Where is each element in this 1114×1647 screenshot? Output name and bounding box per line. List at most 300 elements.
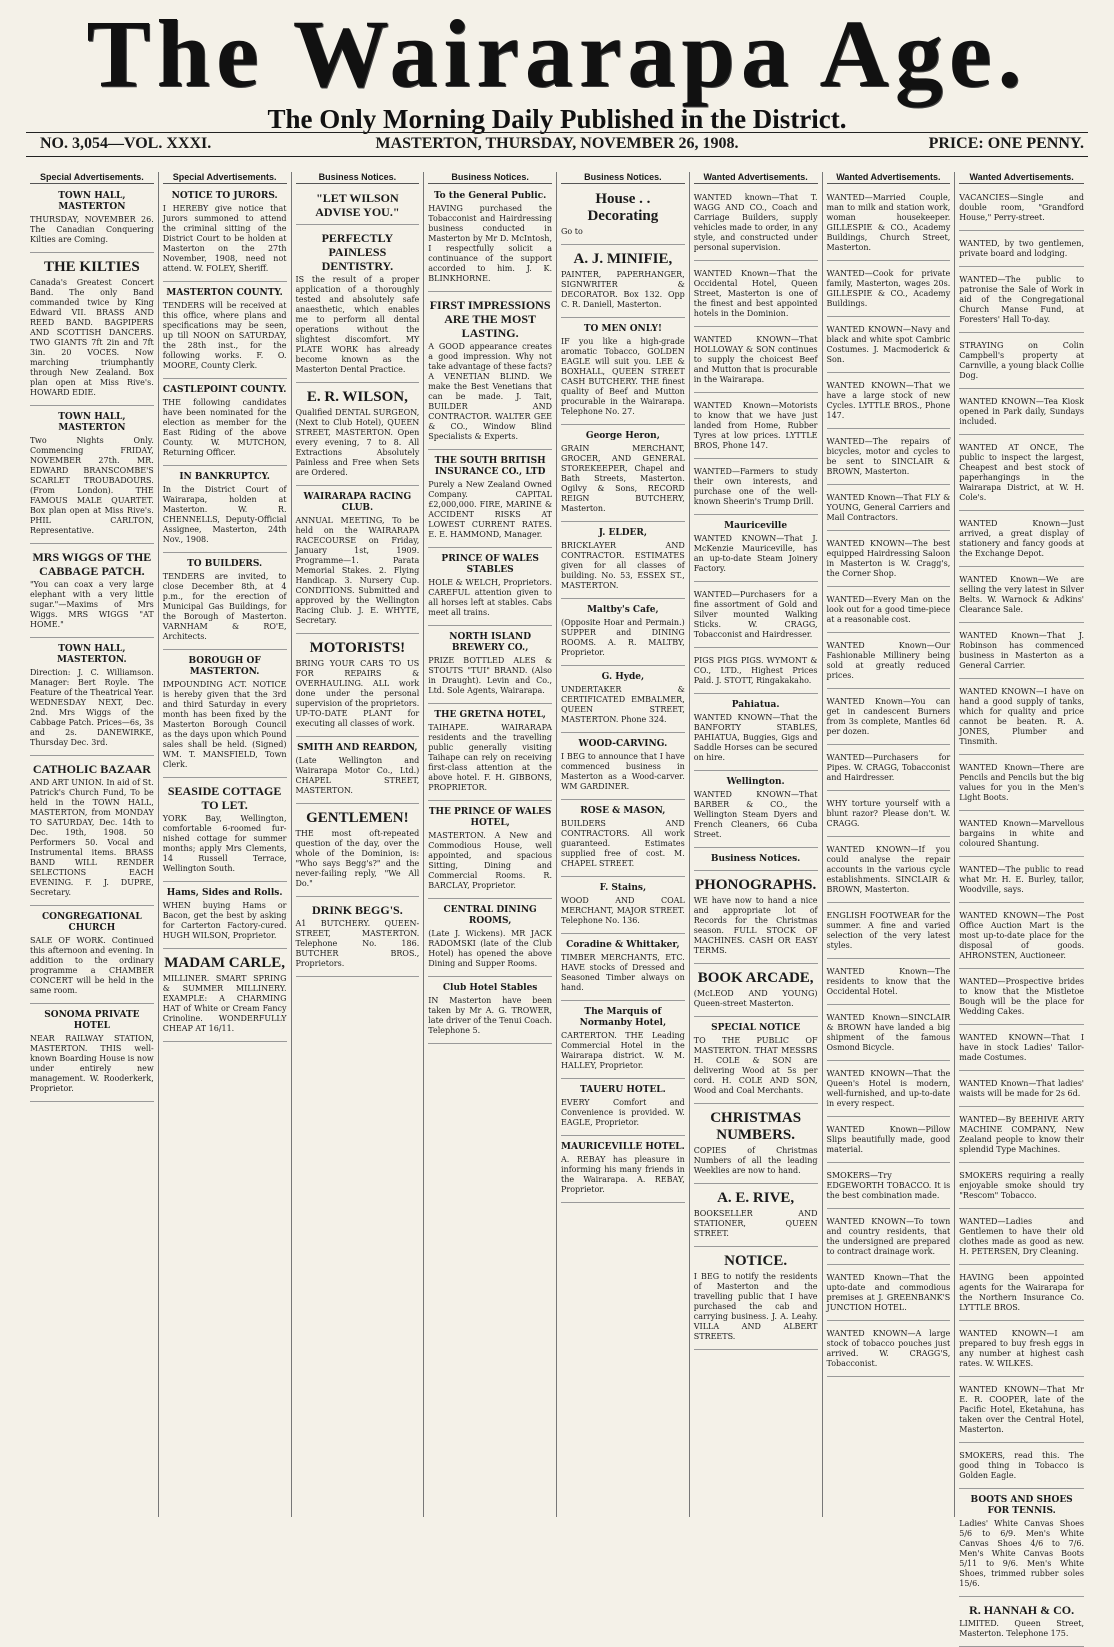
ad-heading: TOWN HALL, MASTERTON. (57, 644, 127, 665)
ad-heading: WAIRARAPA RACING CLUB. (303, 492, 412, 513)
ad-heading: THE SOUTH BRITISH INSURANCE CO., LTD (434, 456, 546, 477)
ad-heading: CHRISTMAS NUMBERS. (710, 1110, 802, 1143)
newspaper-subtitle: The Only Morning Daily Published in the District. (267, 104, 847, 134)
ad-body: WANTED KNOWN—That the Queen's Hotel is modern, well-furnished, and up-to-date in every respect. (826, 1069, 951, 1108)
ad-body: THURSDAY, NOVEMBER 26. The Canadian Conquering Kilties are Coming. (30, 215, 154, 244)
ad-body: WANTED known—That T. WAGG AND CO., Coach and Carriage Builders, supply vehicles made to order, in any style, and constructed under personal supervision. (693, 193, 818, 252)
ad-heading: PERFECTLY PAINLESS DENTISTRY. (321, 231, 394, 273)
advertisement (30, 547, 154, 638)
ad-body: LIMITED. Queen Street, Masterton. Telephone 175. (959, 1619, 1084, 1638)
ad-body: A. REBAY has pleasure in informing his many friends in the Wairarapa. A. REBAY, Proprietor. (561, 1155, 685, 1194)
advertisement (959, 570, 1084, 623)
advertisement (296, 807, 420, 897)
ad-body: GRAIN MERCHANT, GROCER, AND GENERAL STOREKEEPER, Chapel and Bath Streets, Masterton. Ogilvy & Sons, RECORD REIGN BUTCHERY, Masterton. (561, 444, 685, 513)
advertisement (296, 900, 420, 977)
advertisement (827, 534, 951, 587)
advertisement (561, 736, 685, 800)
ad-heading: Club Hotel Stables (442, 983, 538, 993)
advertisement (959, 1380, 1084, 1443)
ad-body: WANTED—The public to read what Mr. H. E. Burley, tailor, Woodville, says. (959, 865, 1084, 894)
ad-body: (Late J. Wickens). MR JACK RADOMSKI (late of the Club Hotel) has opened the above Dining and Supper Rooms. (428, 929, 552, 968)
ad-heading: MASTERTON COUNTY. (166, 288, 283, 298)
ad-heading: CASTLEPOINT COUNTY. (162, 385, 287, 395)
advertisement (30, 188, 154, 253)
advertisement (827, 376, 951, 429)
advertisement (163, 653, 287, 778)
advertisement (561, 248, 685, 318)
ad-heading: CATHOLIC BAZAAR (32, 762, 151, 776)
ad-heading: Mauriceville (724, 521, 788, 531)
place-date: MASTERTON, THURSDAY, NOVEMBER 26, 1908. (375, 135, 739, 152)
column-7 (823, 172, 956, 1517)
advertisement (694, 967, 818, 1017)
ad-heading: Wellington. (726, 777, 785, 787)
ad-heading: TOWN HALL, MASTERTON (58, 191, 126, 212)
ad-body: BRICKLAYER AND CONTRACTOR. ESTIMATES given for all classes of building. No. 53, ESSEX ST., MASTERTON. (561, 541, 685, 590)
ad-body: TENDERS will be received at this office, where plans and specifications may be seen, up till NOON on SATURDAY, the 28th inst., for the following works. F. O. MOORE, County Clerk. (162, 301, 287, 370)
advertisement (694, 1107, 818, 1184)
ad-body: SMOKERS requiring a really enjoyable smoke should try "Rescom" Tobacco. (959, 1171, 1084, 1200)
advertisement (959, 270, 1084, 333)
ad-heading: MADAM CARLE, (164, 955, 286, 971)
advertisement (959, 234, 1084, 267)
ad-body: I BEG to notify the residents of Masterton and the travelling public that I have purchased the cab and carrying business. J. A. Leahy. VILLA AND ALBERT STREETS. (693, 1272, 818, 1341)
ad-body: PAINTER, PAPERHANGER, SIGNWRITER & DECORATOR. Box 132. Opp C. R. Daniell, Masterton. (561, 270, 685, 309)
advertisement (694, 874, 818, 964)
advertisement (428, 295, 552, 450)
advertisement (296, 228, 420, 383)
advertisement (561, 1139, 685, 1203)
advertisement (827, 906, 951, 959)
column-4 (424, 172, 557, 1517)
ad-body: WANTED KNOWN—The best equipped Hairdressing Saloon in Masterton is W. Cragg's, the Corner Shop. (826, 539, 951, 578)
advertisement (428, 980, 552, 1044)
advertisement (959, 906, 1084, 969)
ad-body: TAIHAPE. WAIRARAPA residents and the travelling public generally visiting Taihape can rely on receiving first-class attention at the above hotel. F. H. GIBBONS, PROPRIETOR. (428, 723, 552, 792)
advertisement (694, 1020, 818, 1104)
issue-number: NO. 3,054—VOL. XXXI. (40, 135, 212, 152)
column-5 (557, 172, 690, 1517)
ad-body: WANTED Known—That ladies' waists will be made for 2s 6d. (959, 1079, 1084, 1098)
advertisement (30, 909, 154, 1004)
ad-body: In the District Court of Wairarapa, holden at Masterton. W. R. CHENNELLS, Deputy-Official Assignee, Masterton, 24th Nov., 1908. (162, 485, 287, 544)
advertisement (959, 1110, 1084, 1163)
column-heading: Special Advertisements. (163, 172, 287, 184)
advertisement (827, 1212, 951, 1265)
ad-body: VACANCIES—Single and double room, "Grandford House," Perry-street. (959, 193, 1084, 222)
ad-body: WANTED Known—You can get in candescent Burners from 3s complete, Mantles 6d per dozen. (826, 697, 951, 736)
ad-body: WANTED Known—That J. Robinson has commenced business in Masterton as a General Carrier. (959, 631, 1084, 670)
advertisement (959, 972, 1084, 1025)
ad-body: SMOKERS, read this. The good thing in Tobacco is Golden Eagle. (959, 1451, 1084, 1480)
advertisement (296, 188, 420, 225)
ad-heading: THE KILTIES (44, 259, 140, 275)
advertisement (428, 902, 552, 977)
column-3 (292, 172, 425, 1517)
ad-heading: Maltby's Cafe, (587, 605, 659, 615)
ad-heading: BOROUGH OF MASTERTON. (188, 656, 261, 677)
ad-heading: "LET WILSON ADVISE YOU." (315, 191, 400, 219)
advertisement (561, 1082, 685, 1136)
ad-body: HAVING purchased the Tobacconist and Hairdressing business conducted in Masterton by Mr D. McIntosh, I respectfully solicit a continuance of the support accorded to him. J. K. BLINKHORNE. (428, 204, 552, 283)
column-8 (955, 172, 1088, 1638)
advertisement (163, 781, 287, 882)
column-heading: Business Notices. (428, 172, 552, 184)
newspaper-title: The Wairarapa Age. (86, 0, 1028, 107)
advertisement (827, 962, 951, 1005)
advertisement (163, 952, 287, 1042)
ad-body: WE have now to hand a nice and appropriate lot of Records for the Christmas season. FULL STOCK OF MACHINES. CASH OR EASY TERMS. (693, 896, 818, 955)
advertisement (959, 392, 1084, 435)
ad-body: TENDERS are invited, to close December 8th, at 4 p.m., for the erection of Municipal Gas Buildings, for the Borough of Masterton. VARNHAM & RO'E, Architects. (162, 572, 287, 641)
ad-body: ANNUAL MEETING, To be held on the WAIRARAPA RACECOURSE on Friday, January 1st, 1909. Programme—1. Parata Memorial Stakes. 2. Flying Handicap. 3. Nursery Cup. CONDITIONS. Submitted and approved by the Wellington Racing Club. J. E. WHYTE, Secretary. (295, 516, 420, 625)
advertisement (694, 462, 818, 515)
ad-heading: F. Stains, (599, 883, 647, 893)
ad-heading: R. HANNAH & CO. (969, 1603, 1075, 1617)
advertisement (959, 860, 1084, 903)
ad-heading: Pahiatua. (731, 700, 780, 710)
ad-body: MASTERTON. A New and Commodious House, well appointed, and spacious Sitting, Dining and Commercial Rooms. R. BARCLAY, Proprietor. (428, 831, 552, 890)
advertisement (959, 682, 1084, 755)
ad-body: WANTED KNOWN—Navy and black and white spot Cambric Costumes. J. Macmoderick & Son. (826, 325, 951, 364)
ad-heading: FIRST IMPRESSIONS ARE THE MOST LASTING. (429, 298, 551, 340)
ad-heading: J. ELDER, (598, 528, 648, 538)
ad-body: WANTED—Cook for private family, Masterton, wages 20s. GILLESPIE & CO., Academy Buildings. (826, 269, 951, 308)
advertisement (827, 692, 951, 745)
advertisement (30, 641, 154, 756)
advertisement (959, 1028, 1084, 1071)
advertisement (827, 1008, 951, 1061)
advertisement (694, 264, 818, 327)
advertisement (959, 438, 1084, 511)
ad-body: I HEREBY give notice that Jurors summoned to attend the criminal sitting of the District Court to be holden at Masterton on the 27th November, 1908, need not attend. W. FOLEY, Sheriff. (162, 204, 287, 273)
advertisement (694, 851, 818, 871)
advertisement (827, 1268, 951, 1321)
ad-body: PIGS PIGS PIGS. WYMONT & CO., LTD., Highest Prices Paid. J. STOTT, Ringakakaho. (693, 656, 818, 685)
ad-body: WANTED Known—That FLY & YOUNG, General Carriers and Mail Contractors. (826, 493, 951, 522)
ad-heading: Business Notices. (710, 854, 801, 864)
ad-heading: TAUERU HOTEL. (580, 1085, 666, 1095)
dateline-rule (26, 156, 1088, 157)
columns-container (26, 172, 1088, 1638)
advertisement (827, 188, 951, 261)
ad-heading: PHONOGRAPHS. (694, 877, 817, 893)
ad-body: A GOOD appearance creates a good impression. Why not take advantage of these facts? A VENETIAN BLIND. We make the Best Venetians that can be made. J. Tait, BUILDER AND CONTRACTOR. WALTER GEE & CO., Window Blind Specialists & Experts. (428, 342, 552, 441)
ad-heading: SPECIAL NOTICE (711, 1023, 801, 1033)
ad-heading: A. E. RIVE, (717, 1190, 795, 1206)
ad-body: WANTED Known—Motorists to know that we have just landed from Home, Rubber Tyres at low prices. LYTTLE BROS, Phone 147. (693, 401, 818, 450)
advertisement (959, 626, 1084, 679)
ad-body: WANTED Known—Pillow Slips beautifully made, good material. (826, 1125, 951, 1154)
advertisement (163, 285, 287, 379)
ad-body: WANTED KNOWN—That HOLLOWAY & SON continues to supply the choicest Beef and Mutton that is procurable in the Wairarapa. (693, 335, 818, 384)
advertisement (827, 432, 951, 485)
ad-body: Go to (561, 227, 583, 236)
ad-body: IMPOUNDING ACT. NOTICE is hereby given that the 3rd and third Saturday in every month has been fixed by the Masterton Borough Council as the days upon which Pound sales shall be held. (Signed) WM. T. MANSFIELD, Town Clerk. (162, 680, 287, 769)
advertisement (561, 937, 685, 1001)
advertisement (959, 1212, 1084, 1265)
advertisement (959, 814, 1084, 857)
advertisement (827, 1064, 951, 1117)
advertisement (959, 514, 1084, 567)
ad-body: WANTED—The repairs of bicycles, motor and cycles to be sent to SINCLAIR & BROWN, Masterton. (826, 437, 951, 476)
advertisement (561, 602, 685, 666)
column-heading: Business Notices. (296, 172, 420, 184)
ad-body: WANTED Known—The residents to know that the Occidental Hotel. (826, 967, 951, 996)
ad-body: WANTED Known—Marvellous bargains in white and coloured Shantung. (959, 819, 1084, 848)
advertisement (827, 840, 951, 903)
ad-heading: BOOTS AND SHOES FOR TENNIS. (970, 1495, 1073, 1516)
ad-body: WANTED KNOWN—If you could analyse the repair accounts in the various cycle establishments. SINCLAIR & BROWN, Masterton. (826, 845, 951, 894)
column-heading: Wanted Advertisements. (827, 172, 951, 184)
advertisement (163, 885, 287, 949)
ad-heading: A. J. MINIFIE, (573, 251, 673, 267)
ad-body: WANTED KNOWN—Tea Kiosk opened in Park daily, Sundays included. (959, 397, 1084, 426)
ad-heading: PRINCE OF WALES STABLES (441, 554, 539, 575)
ad-body: IF you like a high-grade aromatic Tobacco, GOLDEN EAGLE will suit you. LEE & BOXHALL, QUEEN STREET CASH BUTCHERY. THE finest quality of Beef and Mutton procurable in the Wairarapa. Telephone No. 27. (561, 337, 685, 416)
advertisement (561, 321, 685, 425)
ad-body: (Late Wellington and Wairarapa Motor Co., Ltd.) CHAPEL STREET, MASTERTON. (295, 756, 420, 795)
advertisement (561, 188, 685, 245)
ad-body: Canada's Greatest Concert Band. The only Band commanded twice by King Edward VII. BRASS AND REED BAND. BAGPIPERS AND SCOTTISH DANCERS. TWO GIANTS 7ft 2in and 7ft 3in. 20 VOCES. Now marching triumphantly through New Zealand. Box plan open at Miss Rive's. HOWARD EDIE. (30, 278, 154, 397)
ad-body: PRIZE BOTTLED ALES & STOUTS "TUI" BRAND. (Also in Draught). Levin and Co., Ltd. Sole Agents, Wairarapa. (428, 656, 552, 695)
ad-heading: SEASIDE COTTAGE TO LET. (167, 784, 282, 812)
column-heading: Wanted Advertisements. (959, 172, 1084, 184)
ad-body: TIMBER MERCHANTS, ETC. HAVE stocks of Dressed and Seasoned Timber always on hand. (561, 953, 685, 992)
dateline (0, 135, 1114, 153)
ad-body: WANTED KNOWN—To town and country residents, that the undersigned are prepared to contract drainage work. (826, 1217, 951, 1256)
ad-body: WANTED KNOWN—That BARBER & CO., the Wellington Steam Dyers and French Cleaners, 66 Cuba Street. (693, 790, 818, 839)
advertisement (30, 409, 154, 544)
ad-body: SMOKERS—Try EDGEWORTH TOBACCO. It is the best combination made. (826, 1171, 951, 1200)
ad-body: WANTED KNOWN—That Mr E. R. COOPER, late of the Pacific Hotel, Eketahuna, has taken over the Central Hotel, Masterton. (959, 1385, 1084, 1434)
ad-body: WANTED—The public to patronise the Sale of Work in aid of the Congregational Church Manse Fund, at Foresters' Hall To-day. (959, 275, 1084, 324)
advertisement (827, 636, 951, 689)
ad-body: I BEG to announce that I have commenced business in Masterton as a Wood-carver. WM GARDINER. (561, 752, 685, 791)
ad-body: WHY torture yourself with a blunt razor? Please don't. W. CRAGG. (826, 799, 951, 828)
ad-heading: TO BUILDERS. (187, 559, 263, 569)
ad-body: WANTED KNOWN—That we have a large stock of new Cycles. LYTTLE BROS., Phone 147. (826, 381, 951, 420)
ad-heading: THE PRINCE OF WALES HOTEL, (428, 807, 552, 828)
ad-heading: NORTH ISLAND BREWERY CO., (449, 632, 532, 653)
advertisement (30, 759, 154, 906)
column-6 (690, 172, 823, 1517)
advertisement (827, 1120, 951, 1163)
ad-body: "You can coax a very large elephant with a very little sugar."—Maxims of Mrs Wiggs. MRS WIGGS "AT HOME." (30, 580, 154, 629)
advertisement (561, 880, 685, 934)
ad-body: WHEN buying Hams or Bacon, get the best by asking for Carterton Factory-cured. HUGH WILSON, Proprietor. (162, 901, 287, 940)
ad-heading: GENTLEMEN! (306, 810, 409, 826)
ad-body: WANTED KNOWN—The Post Office Auction Mart is the most up-to-date place for the disposal of goods. AHRONSTEN, Auctioneer. (959, 911, 1084, 960)
advertisement (694, 774, 818, 848)
column-heading: Business Notices. (561, 172, 685, 184)
ad-body: WANTED Known—That the upto-date and commodious premises at J. GREENBANK'S JUNCTION HOTEL. (826, 1273, 951, 1312)
advertisement (561, 669, 685, 733)
advertisement (694, 697, 818, 771)
price: PRICE: ONE PENNY. (928, 135, 1084, 152)
ad-body: (Opposite Hoar and Permain.) SUPPER and DINING ROOMS. A. R. MALTBY, Proprietor. (561, 618, 685, 657)
ad-body: WANTED KNOWN—I am prepared to buy fresh eggs in any number at highest cash rates. W. WILKES. (959, 1329, 1084, 1368)
advertisement (428, 804, 552, 899)
advertisement (296, 386, 420, 486)
ad-body: WANTED—Every Man on the look out for a good time-piece at a reasonable cost. (826, 595, 951, 624)
advertisement (163, 188, 287, 282)
advertisement (561, 525, 685, 599)
advertisement (959, 1492, 1084, 1597)
ad-body: NEAR RAILWAY STATION, MASTERTON. THIS well-known Boarding House is now under entirely new management. W. Rooderkerk, Proprietor. (30, 1034, 154, 1093)
ad-heading: Hams, Sides and Rolls. (166, 888, 283, 898)
ad-heading: MOTORISTS! (309, 640, 406, 656)
ad-heading: CENTRAL DINING ROOMS, (443, 905, 537, 926)
ad-heading: To the General Public. (434, 191, 547, 201)
advertisement (694, 1187, 818, 1247)
advertisement (163, 469, 287, 553)
ad-body: WANTED—Purchasers for Pipes. W. CRAGG, Tobacconist and Hairdresser. (826, 753, 951, 782)
ad-body: WANTED Known—SINCLAIR & BROWN have landed a big shipment of the famous Osmond Bicycle. (826, 1013, 951, 1052)
ad-body: COPIES of Christmas Numbers of all the leading Weeklies are now to hand. (693, 1146, 818, 1175)
ad-heading: SONOMA PRIVATE HOTEL (44, 1010, 140, 1031)
advertisement (694, 330, 818, 393)
advertisement (428, 188, 552, 292)
ad-body: Direction: J. C. Williamson. Manager: Bert Royle. The Feature of the Theatrical Year. WEDNESDAY NEXT, Dec. 2nd. Mrs Wiggs of the Cabbage Patch. Prices—6s, 3s and 2s. DANEWIRKE, Thursday Dec. 3rd. (30, 668, 154, 747)
ad-heading: TO MEN ONLY! (583, 324, 662, 334)
advertisement (959, 1446, 1084, 1489)
ad-body: THE following candidates have been nominated for the election as member for the East Riding of the above County. W. MUTCHON, Returning Officer. (162, 398, 287, 457)
advertisement (694, 1250, 818, 1350)
advertisement (959, 1600, 1084, 1647)
ad-body: WANTED—Purchasers for a fine assortment of Gold and Silver mounted Walking Sticks. W. CRAGG, Tobacconist and Hairdresser. (693, 590, 818, 639)
ad-body: BUILDERS AND CONTRACTORS. All work guaranteed. Estimates supplied free of cost. M. CHAPEL STREET. (561, 819, 685, 868)
advertisement (428, 551, 552, 626)
ad-body: WANTED—Prospective brides to know that the Mistletoe Bough will be the place for Wedding Cakes. (959, 977, 1084, 1016)
advertisement (296, 740, 420, 804)
ad-body: SALE OF WORK. Continued this afternoon and evening. In addition to the ordinary programme a CHAMBER CONCERT will be held in the same room. (30, 936, 154, 995)
advertisement (959, 1268, 1084, 1321)
ad-heading: E. R. WILSON, (306, 389, 408, 405)
ad-body: WANTED, by two gentlemen, private board and lodging. (959, 239, 1084, 258)
ad-heading: THE GRETNA HOTEL, (434, 710, 546, 720)
advertisement (694, 188, 818, 261)
advertisement (827, 320, 951, 373)
masthead (0, 0, 1114, 160)
column-heading: Special Advertisements. (30, 172, 154, 184)
ad-body: WANTED Known—We are selling the very latest in Silver Belts. W. Warnock & Adkins' Clearance Sale. (959, 575, 1084, 614)
advertisement (296, 637, 420, 737)
advertisement (694, 518, 818, 582)
ad-body: Purely a New Zealand Owned Company. CAPITAL £2,000,000. FIRE, MARINE & ACCIDENT RISKS AT LOWEST CURRENT RATES. E. E. HAMMOND, Manager. (428, 480, 552, 539)
advertisement (428, 629, 552, 704)
ad-heading: MAURICEVILLE HOTEL. (561, 1142, 685, 1152)
ad-body: WANTED Known—Just arrived, a great display of stationery and fancy goods at the Exchange Depot. (959, 519, 1084, 558)
advertisement (827, 264, 951, 317)
advertisement (827, 590, 951, 633)
ad-body: CARTERTON. THE Leading Commercial Hotel in the Wairarapa district. W. M. HALLEY, Proprietor. (561, 1031, 685, 1070)
ad-body: WANTED KNOWN—That I have in stock Ladies' Tailor-made Costumes. (959, 1033, 1084, 1062)
advertisement (694, 585, 818, 648)
ad-heading: ROSE & MASON, (580, 806, 666, 816)
advertisement (30, 1007, 154, 1102)
ad-body: TO THE PUBLIC OF MASTERTON. THAT MESSRS H. COLE & SON are delivering Wood at 5s per cord. H. COLE AND SON, Wood and Coal Merchants. (693, 1036, 818, 1095)
ad-heading: DRINK BEGG'S. (312, 903, 403, 917)
ad-heading: NOTICE TO JURORS. (171, 191, 278, 201)
ad-heading: Coradine & Whittaker, (566, 940, 680, 950)
column-2 (159, 172, 292, 1517)
top-rule (26, 132, 1088, 133)
ad-body: Qualified DENTAL SURGEON, (Next to Club Hotel), QUEEN STREET, MASTERTON. Open every evening, 7 to 8. All Extractions Absolutely Painless and Free when Sets are Ordered. (295, 408, 420, 477)
advertisement (959, 188, 1084, 231)
ad-body: WANTED Known—Our Fashionable Millinery being sold at greatly reduced prices. (826, 641, 951, 680)
advertisement (827, 1166, 951, 1209)
ad-body: BRING YOUR CARS TO US FOR REPAIRS & OVERHAULING. ALL work done under the personal supervision of the proprietors. UP-TO-DATE PLANT for executing all classes of work. (295, 659, 420, 728)
advertisement (561, 428, 685, 522)
ad-heading: George Heron, (585, 431, 660, 441)
ad-body: (McLEOD AND YOUNG) Queen-street Masterton. (693, 989, 818, 1008)
ad-body: WOOD AND COAL MERCHANT, MAJOR STREET. Telephone No. 136. (561, 896, 685, 925)
ad-body: STRAYING on Colin Campbell's property at Carnville, a young black Collie Dog. (959, 341, 1084, 380)
advertisement (959, 336, 1084, 389)
ad-body: YORK Bay, Wellington, comfortable 6-roomed fur-nished cottage for summer months; apply Mrs Clements, 14 Russell Terrace, Wellington South. (162, 814, 287, 873)
ad-body: A1 BUTCHERY. QUEEN-STREET, MASTERTON. Telephone No. 186. BUTCHER BROS., Proprietors. (295, 919, 420, 968)
ad-heading: House . . Decorating (587, 191, 659, 224)
ad-body: WANTED—Farmers to study their own interests, and purchase one of the well-known Sheerin's Trump Drill. (693, 467, 818, 506)
ad-heading: CONGREGATIONAL CHURCH (42, 912, 142, 933)
ad-body: UNDERTAKER & CERTIFICATED EMBALMER, QUEEN STREET, MASTERTON. Phone 324. (561, 685, 685, 724)
advertisement (163, 382, 287, 466)
advertisement (561, 803, 685, 877)
advertisement (827, 794, 951, 837)
ad-body: WANTED AT ONCE, The public to inspect the largest, Cheapest and best stock of paperhangings in the Wairarapa District, at W. H. Cole's. (959, 443, 1084, 502)
advertisement (959, 1074, 1084, 1107)
ad-body: EVERY Comfort and Convenience is provided. W. EAGLE, Proprietor. (561, 1098, 685, 1127)
ad-body: Ladies' White Canvas Shoes 5/6 to 6/9. Men's White Canvas Shoes 4/6 to 7/6. Men's White Canvas Boots 5/11 to 9/6. Men's White Shoes, trimmed rubber soles 15/6. (959, 1519, 1084, 1588)
ad-body: MILLINER. SMART SPRING & SUMMER MILLINERY. EXAMPLE: A CHARMING HAT of White or Cream Fancy Crinoline. WONDERFULLY CHEAP AT 16/11. (162, 974, 287, 1033)
advertisement (959, 1324, 1084, 1377)
ad-body: WANTED—Ladies and Gentlemen to have their old clothes made as good as new. H. PETERSEN, Dry Cleaning. (959, 1217, 1084, 1256)
ad-body: HOLE & WELCH, Proprietors. CAREFUL attention given to all horses left at stables. Cabs meet all trains. (428, 578, 552, 617)
column-heading: Wanted Advertisements. (694, 172, 818, 184)
ad-body: WANTED Known—That the Occidental Hotel, Queen Street, Masterton is one of the finest and best appointed hotels in the Dominion. (693, 269, 818, 318)
ad-heading: WOOD-CARVING. (578, 739, 668, 749)
ad-body: Two Nights Only. Commencing FRIDAY, NOVEMBER 27th. MR. EDWARD BRANSCOMBE'S SCARLET TROUBADOURS. (From London). THE FAMOUS MALE QUARTET. Box plan open at Miss Rive's. PHIL CARLTON, Representative. (30, 436, 154, 535)
advertisement (827, 748, 951, 791)
advertisement (959, 758, 1084, 811)
ad-body: WANTED Known—There are Pencils and Pencils but the big values for you in the Men's Light Boots. (959, 763, 1084, 802)
ad-body: WANTED—Married Couple, man to milk and station work, woman housekeeper. GILLESPIE & CO., Academy Buildings, Church Street, Masterton. (826, 193, 951, 252)
ad-heading: SMITH AND REARDON, (297, 743, 418, 753)
ad-body: IN Masterton have been taken by Mr A. G. TROWER, late driver of the Tenui Coach. Telephone 5. (428, 996, 552, 1035)
ad-body: WANTED KNOWN—That J. McKenzie Mauriceville, has an up-to-date Steam Joinery Factory. (693, 534, 818, 573)
advertisement (163, 556, 287, 650)
ad-body: IS the result of a proper application of a thoroughly tested and absolutely safe anaesthetic, which enables me to perform all dental operations without the slightest discomfort. MY PLATE WORK has already become known as the Masterton Dental Practice. (295, 275, 420, 374)
ad-heading: MRS WIGGS OF THE CABBAGE PATCH. (32, 550, 152, 578)
ad-body: WANTED KNOWN—That the BANFORTY STABLES, PAHIATUA, Buggies, Gigs and Saddle Horses can be secured on hire. (693, 713, 818, 762)
ad-heading: G. Hyde, (601, 672, 645, 682)
ad-heading: TOWN HALL, MASTERTON (58, 412, 126, 433)
ad-body: WANTED—By BEEHIVE ARTY MACHINE COMPANY, New Zealand people to know their splendid Type Machines. (959, 1115, 1084, 1154)
column-1 (26, 172, 159, 1517)
advertisement (959, 1166, 1084, 1209)
ad-heading: IN BANKRUPTCY. (179, 472, 270, 482)
ad-body: WANTED KNOWN—A large stock of tobacco pouches just arrived. W. CRAGG'S, Tobacconist. (826, 1329, 951, 1368)
advertisement (694, 651, 818, 694)
advertisement (428, 707, 552, 801)
advertisement (296, 489, 420, 634)
ad-heading: NOTICE. (724, 1253, 788, 1269)
advertisement (561, 1004, 685, 1079)
ad-body: THE most oft-repeated question of the day, over the whole of the Dominion, is: "Who says Begg's?" and the never-failing reply, "We All Do." (295, 829, 420, 888)
advertisement (30, 256, 154, 406)
advertisement (428, 453, 552, 548)
